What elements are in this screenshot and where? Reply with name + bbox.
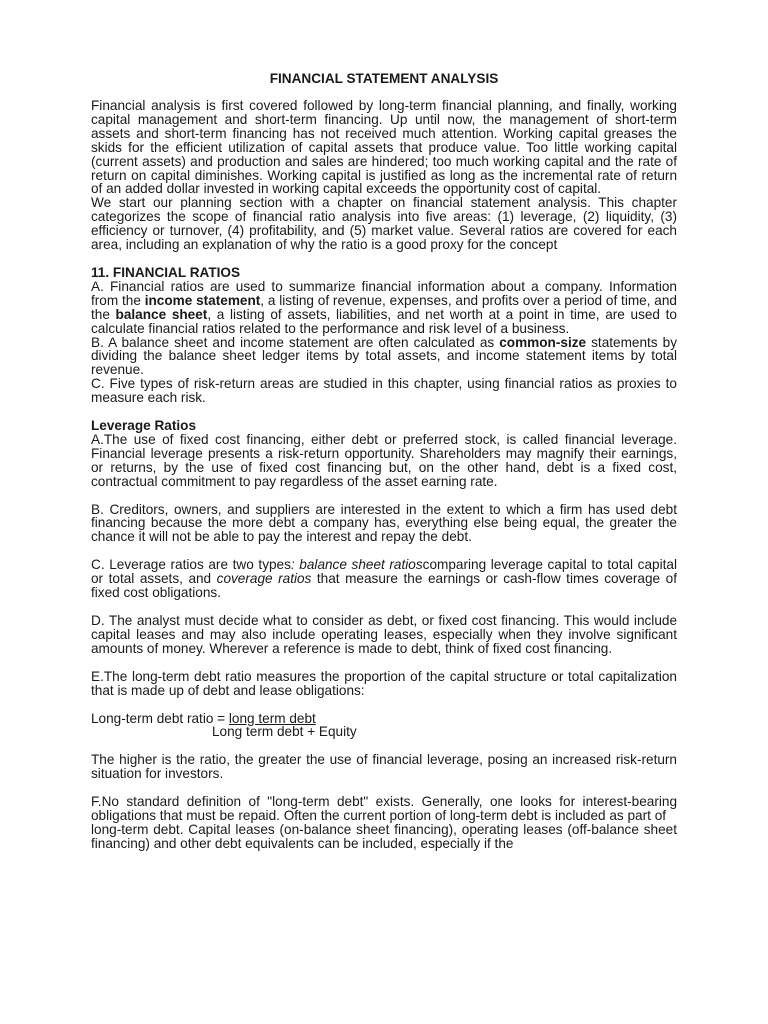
balance-sheet-term: balance sheet: [115, 306, 208, 322]
leverage-c-text-3: that measure the earnings or cash-flow times coverage of fixed cost obligations.: [91, 571, 677, 601]
ratios-b-text-2: statements by dividing the balance sheet ledger items by total assets, and income statement items by total revenue.: [91, 334, 677, 378]
section-heading-financial-ratios: 11. FINANCIAL RATIOS: [91, 264, 241, 280]
ratios-a-text-1: A. Financial ratios are used to summarize financial information about a company. Information from the: [91, 278, 677, 308]
leverage-paragraph-f-2: long-term debt. Capital leases (on-balance sheet financing), operating leases (off-balance sheet financing) and other debt equivalents can be included, especially if the: [91, 821, 677, 851]
leverage-paragraph-c: [91, 558, 677, 600]
leverage-paragraph-b: B. Creditors, owners, and suppliers are interested in the extent to which a firm has used debt financing because the more debt a company has, everything else being equal, the greater the chance it will not be able to pay the interest and repay the debt.: [91, 501, 677, 545]
leverage-paragraph-a: A.The use of fixed cost financing, either debt or preferred stock, is called financial leverage. Financial leverage presents a risk-return opportunity. Shareholders may magnify their earnings, or returns, by the use of fixed cost financing but, on the other hand, debt is a fixed cost, contractual commitment to pay regardless of the asset earning rate.: [91, 431, 677, 489]
leverage-paragraph-f-1: F.No standard definition of "long-term debt" exists. Generally, one looks for interest-bearing obligations that must be repaid. Often the current portion of long-term debt is included as part of: [91, 794, 677, 824]
intro-paragraph-1: Financial analysis is first covered followed by long-term financial planning, and finally, working capital management and short-term financing. Up until now, the management of short-term assets and short-term financing has not received much attention. Working capital greases the skids for the efficient utilization of capital assets that produce value. Too little working capital (current assets) and production and sales are hindered; too much working capital and the rate of return on capital diminishes. Working capital is justified as long as the incremental rate of return of an added dollar invested in working capital exceeds the opportunity cost of capital.: [91, 98, 677, 197]
income-statement-term: income statement: [144, 292, 261, 308]
leverage-c-text-2: comparing leverage capital to total capital or total assets, and: [91, 557, 677, 587]
document-title: FINANCIAL STATEMENT ANALYSIS: [269, 71, 499, 86]
leverage-c-text-1: C. Leverage ratios are two types: [91, 557, 291, 573]
intro-paragraph-2: We start our planning section with a chapter on financial statement analysis. This chapter categorizes the scope of financial ratio analysis into five areas: (1) leverage, (2) liquidity, (3) efficiency or turnover, (4) profitability, and (5) market value. Several ratios are covered for each area, including an explanation of why the ratio is a good proxy for the concept: [91, 195, 677, 253]
leverage-paragraph-d: D. The analyst must decide what to consider as debt, or fixed cost financing. This would include capital leases and may also include operating leases, especially when they involve significant amounts of money. Wherever a reference is made to debt, think of fixed cost financing.: [91, 613, 677, 656]
document-page: [91, 72, 677, 851]
balance-sheet-ratios-term: : balance sheet ratios: [290, 557, 423, 573]
ratios-paragraph-c: C. Five types of risk-return areas are studied in this chapter, using financial ratios as proxies to measure each risk.: [91, 376, 677, 406]
ratios-paragraph-a: [91, 280, 677, 336]
common-size-term: common-size: [499, 334, 587, 350]
ratios-a-text-3: , a listing of assets, liabilities, and net worth at a point in time, are used to calculate financial ratios related to the performance and risk level of a business.: [91, 306, 677, 336]
coverage-ratios-term: coverage ratios: [216, 571, 312, 587]
formula-label: Long-term debt ratio =: [91, 710, 229, 726]
ratios-a-text-2: , a listing of revenue, expenses, and profits over a period of time, and the: [91, 292, 677, 322]
ratios-paragraph-b: [91, 336, 677, 378]
higher-ratio-paragraph: The higher is the ratio, the greater the use of financial leverage, posing an increased risk-return situation for investors.: [91, 752, 677, 782]
leverage-ratios-heading: Leverage Ratios: [91, 418, 197, 434]
formula-denominator: Long term debt + Equity: [212, 724, 357, 740]
formula-numerator: long term debt: [228, 710, 316, 726]
ratios-b-text-1: B. A balance sheet and income statement are often calculated as: [91, 334, 500, 350]
formula-numerator-line: [91, 712, 677, 726]
leverage-paragraph-e: E.The long-term debt ratio measures the proportion of the capital structure or total capitalization that is made up of debt and lease obligations:: [91, 668, 677, 698]
